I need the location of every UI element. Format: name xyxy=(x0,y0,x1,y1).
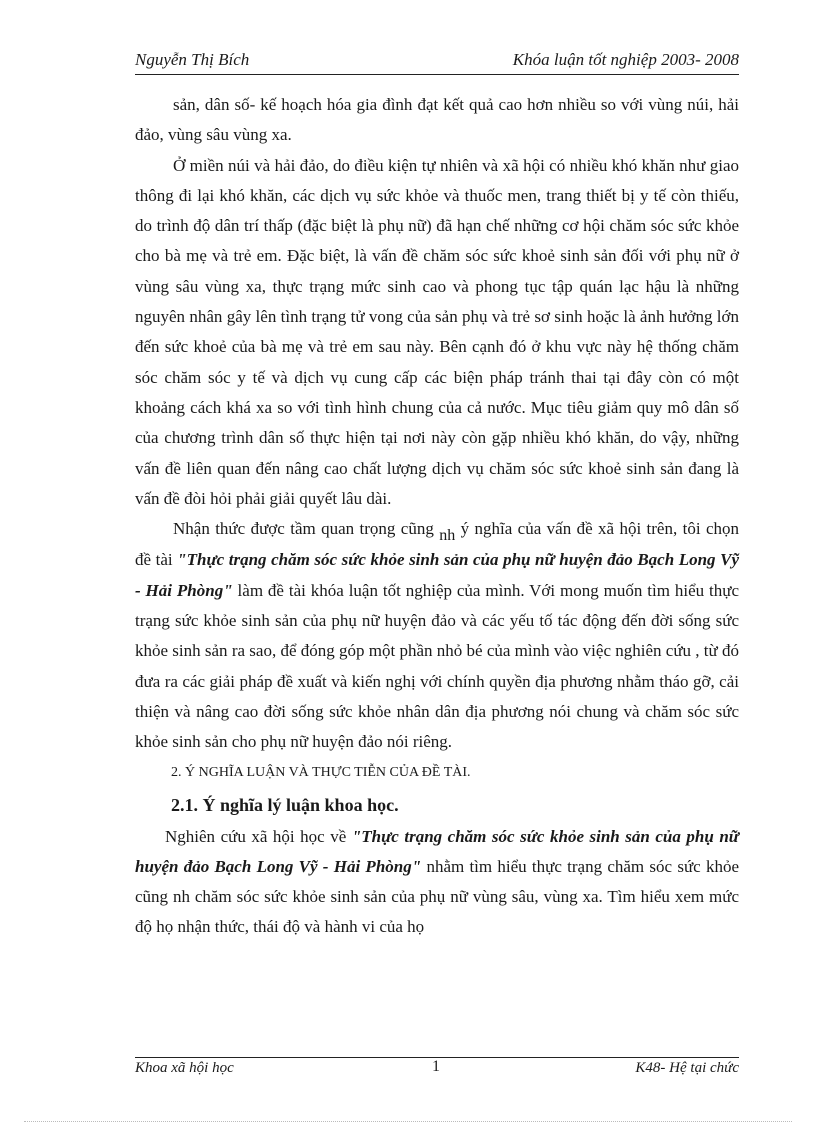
paragraph-4 xyxy=(135,822,739,943)
header-thesis-title: Khóa luận tốt nghiệp 2003- 2008 xyxy=(512,50,739,69)
paragraph-2: Ở miền núi và hải đảo, do điều kiện tự nhiên và xã hội có nhiều khó khăn như giao thông đi lại khó khăn, các dịch vụ sức khỏe và thuốc men, trang thiết bị y tế còn thiếu, do trình độ dân trí thấp (đặc biệt là phụ nữ) đã hạn chế những cơ hội chăm sóc sức khỏe cho bà mẹ và trẻ em. Đặc biệt, là vấn đề chăm sóc sức khoẻ sinh sản đối với phụ nữ ở vùng sâu vùng xa, thực trạng mức sinh cao và phong tục tập quán lạc hậu là những nguyên nhân gây lên tình trạng tử vong của sản phụ và trẻ sơ sinh hoặc là ảnh hưởng lớn đến sức khoẻ của bà mẹ và trẻ em sau này. Bên cạnh đó ở khu vực này hệ thống chăm sóc chăm sóc y tế và dịch vụ cung cấp các biện pháp tránh thai tại đây còn có một khoảng cách khá xa so với tình hình chung của cả nước. Mục tiêu giảm quy mô dân số của chương trình dân số thực hiện tại nơi này còn gặp nhiều khó khăn, do vậy, những vấn đề liên quan đến nâng cao chất lượng dịch vụ chăm sóc sức khoẻ sinh sản đang là vấn đề đòi hỏi phải giải quyết lâu dài. xyxy=(135,155,739,508)
paragraph-1: sản, dân số- kế hoạch hóa gia đình đạt kết quả cao hơn nhiều so với vùng núi, hải đảo, vùng sâu vùng xa. xyxy=(135,95,739,145)
page-header xyxy=(135,48,739,75)
header-author: Nguyễn Thị Bích xyxy=(135,50,250,69)
paragraph-3-topic-title: "Thực trạng chăm sóc sức khỏe sinh sản của phụ nữ huyện đảo Bạch Long Vỹ - Hải Phòng" xyxy=(135,550,739,600)
paragraph-4-topic-title: "Thực trạng chăm sóc sức khỏe sinh sản của phụ nữ huyện đảo Bạch Long Vỹ - Hải Phòng" xyxy=(135,826,739,876)
paragraph-4-text-a: Nghiên cứu xã hội học về xyxy=(165,826,347,846)
page-bottom-dotted-line xyxy=(24,1121,792,1122)
paragraph-3-text-b: ý nghĩa của vấn đề xã hội trên, tôi chọn đề tài xyxy=(135,519,739,570)
paragraph-3-text-a: Nhận thức được tầm quan trọng cũng xyxy=(173,519,434,539)
page-footer xyxy=(135,1057,739,1084)
page-number: 1 xyxy=(432,1058,440,1075)
footer-class: K48- Hệ tại chức xyxy=(635,1060,739,1076)
paragraph-3-artifact: nh xyxy=(439,527,456,545)
subsection-heading-2-1: 2.1. Ý nghĩa lý luận khoa học. xyxy=(171,794,399,815)
footer-faculty: Khoa xã hội học xyxy=(135,1060,234,1076)
paragraph-3 xyxy=(135,514,739,757)
document-body xyxy=(135,90,739,943)
paragraph-4-text-b: nhằm tìm hiểu thực trạng chăm sóc sức khỏe cũng nh chăm sóc sức khỏe sinh sản của phụ nữ vùng sâu, vùng xa. Tìm hiểu xem mức độ họ nhận thức, thái độ và hành vi của họ xyxy=(135,856,740,937)
section-heading-2: 2. Ý NGHĨA LUẬN VÀ THỰC TIỄN CỦA ĐỀ TÀI. xyxy=(171,764,471,780)
paragraph-3-text-c: làm đề tài khóa luận tốt nghiệp của mình. Với mong muốn tìm hiểu thực trạng sức khỏe sinh sản của phụ nữ huyện đảo và các yếu tố tác động đến đời sống sức khỏe sinh sản ra sao, để đóng góp một phần nhỏ bé của mình vào việc nghiên cứu , từ đó đưa ra các giải pháp đề xuất và kiến nghị với chính quyền địa phương nhằm tháo gỡ, cải thiện và nâng cao đời sống sức khỏe nhân dân địa phương nói chung và chăm sóc sức khỏe sinh sản cho phụ nữ huyện đảo nói riêng. xyxy=(135,580,739,752)
